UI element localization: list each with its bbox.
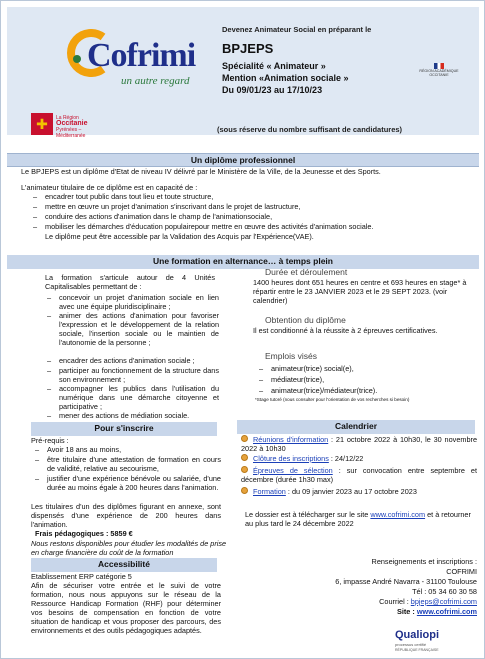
sec2-item: – encadrer des actions d'animation sociale ;	[47, 356, 195, 365]
stage-note: *Stage tutoré (nous consulter pour l'orientation de vos recherches si besoin)	[255, 397, 410, 402]
contact-address: 6, impasse André Navarra - 31100 Toulouse	[335, 577, 477, 586]
header-specialite: Spécialité « Animateur »	[222, 61, 326, 71]
sec1-item: – mobiliser les démarches d'éducation populairepour mettre en œuvre des activités d'animation sociale.	[33, 222, 374, 231]
occitanie-text: La Région Occitanie Pyrénées – Méditerranée	[56, 115, 88, 139]
calendar-bullet-icon	[241, 454, 248, 461]
contact-site: Site : www.cofrimi.com	[396, 607, 477, 616]
sec1-intro: Le BPJEPS est un diplôme d'Etat de niveau IV délivré par le Ministère de la Ville, de la Jeunesse et des Sports.	[21, 167, 381, 176]
emploi-item: – animateur(trice)/médiateur(trice).	[259, 386, 378, 395]
sec2-item: – mener des actions de médiation sociale.	[47, 411, 190, 420]
calendar-epreuves: Épreuves de sélection : sur convocation entre septembre et décembre (durée 1h30 max)	[241, 466, 478, 484]
logo-word: Cofrimi	[87, 37, 196, 74]
qualiopi-rf: RÉPUBLIQUE FRANÇAISE	[395, 648, 439, 652]
calendar-cloture: Clôture des inscriptions : 24/12/22	[253, 454, 364, 463]
reunions-link[interactable]: Réunions d'information	[253, 435, 329, 444]
section-inscrire-title: Pour s'inscrire	[31, 422, 217, 436]
frais-text: Frais pédagogiques : 5859 €	[35, 529, 133, 538]
obtention-title: Obtention du diplôme	[265, 315, 346, 325]
sec2-item: – animer des actions d'animation pour favoriser l'expression et le développement de la relation sociale, l'insertion sociale ou le maintien de l'autonomie de la personne ;	[47, 311, 219, 347]
sec1-item: – encadrer tout public dans tout lieu et toute structure,	[33, 192, 214, 201]
modalites-text: Nous restons disponibles pour étudier les modalités de prise en charge financière du coût de la formation	[31, 539, 227, 557]
dossier-link[interactable]: www.cofrimi.com	[370, 510, 426, 519]
cofrimi-logo	[63, 29, 203, 89]
rf-label: RÉGION ACADÉMIQUE OCCITANIE	[419, 69, 459, 78]
prereq-label: Pré-requis :	[31, 436, 69, 445]
section-formation-title: Une formation en alternance… à temps plein	[7, 255, 479, 269]
contact-tel: Tél : 05 34 60 30 58	[412, 587, 477, 596]
sec1-item: – conduire des actions d'animation dans le champ de l'animationsociale,	[33, 212, 273, 221]
emplois-title: Emplois visés	[265, 351, 317, 361]
sec2-item: – concevoir un projet d'animation sociale en lien avec une équipe pluridisciplinaire ;	[47, 293, 219, 311]
sec2-item: – accompagner les publics dans l'utilisation du numérique dans une démarche citoyenne et participative ;	[47, 384, 219, 411]
prereq-item: – Avoir 18 ans au moins,	[35, 445, 122, 454]
header-dates: Du 09/01/23 au 17/10/23	[222, 85, 323, 95]
occitanie-logo	[31, 113, 91, 137]
calendar-formation: Formation : du 09 janvier 2023 au 17 octobre 2023	[253, 487, 417, 496]
duree-title: Durée et déroulement	[265, 267, 348, 277]
epreuves-link[interactable]: Épreuves de sélection	[253, 466, 333, 475]
dossier-text: Le dossier est à télécharger sur le site www.cofrimi.com et à retourner au plus tard le 24 décembre 2022	[245, 510, 471, 528]
obtention-text: Il est conditionné à la réussite à 2 épreuves certificatives.	[253, 326, 438, 335]
header	[7, 7, 479, 139]
sec1-item: – mettre en œuvre un projet d'animation s'inscrivant dans le projet de lastructure,	[33, 202, 301, 211]
header-note: (sous réserve du nombre suffisant de candidatures)	[217, 125, 403, 134]
accessibilite-text: Afin de sécuriser votre entrée et le suivi de votre formation, nous nous appuyons sur le réseau de la Ressource Handicap Formation (RHF) pour déterminer vos besoins de compensation en fonction de votre situation de handicap et vous proposer des parcours, des environnements et des outils pédagogiques adaptés.	[31, 581, 221, 635]
emploi-item: – animateur(trice) social(e),	[259, 364, 354, 373]
courriel-link[interactable]: bpjeps@cofrimi.com	[410, 597, 477, 606]
logo-tagline: un autre regard	[121, 75, 190, 87]
site-link[interactable]: www.cofrimi.com	[416, 607, 477, 616]
section-diplome-title: Un diplôme professionnel	[7, 153, 479, 167]
contact-title: Renseignements et inscriptions :	[371, 557, 477, 566]
cloture-link[interactable]: Clôture des inscriptions	[253, 454, 329, 463]
qualiopi-name: Qualiopi	[395, 629, 439, 641]
emploi-item: – médiateur(trice),	[259, 375, 325, 384]
calendar-reunions: Réunions d'information : 21 octobre 2022 à 10h30, le 30 novembre 2022 à 10h30	[241, 435, 477, 453]
sec1-vae: Le diplôme peut être accessible par la Validation des Acquis par l'Expérience(VAE).	[45, 232, 314, 241]
section-accessibilite-title: Accessibilité	[31, 558, 217, 572]
erp-text: Etablissement ERP catégorie 5	[31, 572, 132, 581]
section-calendrier-title: Calendrier	[237, 420, 475, 434]
sec2-intro: La formation s'articule autour de 4 Unités Capitalisables permettant de :	[45, 273, 215, 291]
sec2-item: – participer au fonctionnement de la structure dans son environnement ;	[47, 366, 219, 384]
page-title: BPJEPS	[222, 41, 274, 56]
qualiopi-sub: processus certifié	[395, 642, 427, 647]
occitanie-cross-icon: ✚	[31, 113, 53, 135]
republique-francaise-logo	[417, 63, 461, 83]
calendar-bullet-icon	[241, 487, 248, 494]
annexe-text: Les titulaires d'un des diplômes figurant en annexe, sont dispensés d'une expérience de 200 heures dans l'animation.	[31, 502, 221, 529]
prereq-item: – être titulaire d'une attestation de formation en cours de validité, relative au secourisme,	[35, 455, 221, 473]
contact-courriel: Courriel : bpjeps@cofrimi.com	[379, 597, 477, 606]
qualiopi-logo	[395, 629, 465, 655]
header-mention: Mention «Animation sociale »	[222, 73, 349, 83]
header-top-line: Devenez Animateur Social en préparant le	[222, 25, 372, 34]
contact-org: COFRIMI	[446, 567, 477, 576]
prereq-item: – justifier d'une expérience bénévole ou salariée, d'une durée au moins égale à 200 heures dans l'animation.	[35, 474, 221, 492]
formation-link[interactable]: Formation	[253, 487, 286, 496]
duree-text: 1400 heures dont 651 heures en centre et 693 heures en stage* à répartir entre le 23 JANVIER 2023 et le 29 SEPT 2023. (voir calendrier)	[253, 278, 467, 305]
sec1-capable: L'animateur titulaire de ce diplôme est en capacité de :	[21, 183, 198, 192]
